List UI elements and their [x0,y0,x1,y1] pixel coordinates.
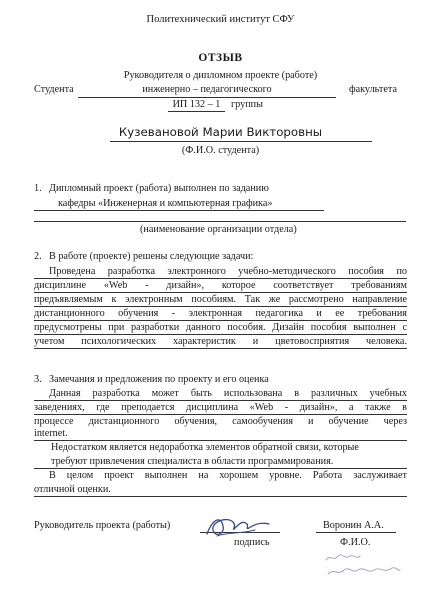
section2-underline-4 [34,320,407,321]
section3-underline-3 [34,440,407,441]
section2-number: 2. [34,251,42,262]
signature-caption: подпись [234,537,270,548]
section2-line-3: предъявляемым к электронным пособиям. Так же рассмотрено направление [34,294,407,305]
section3-line-1: Данная разработка может быть использована в различных учебных [49,388,407,399]
section3-line-4: internet. [34,428,68,439]
supervisor-name: Воронин А.А. [323,520,384,531]
supervisor-label: Руководитель проекта (работы) [34,520,171,531]
section3-line-7: В целом проект выполнен на хорошем уровне. Работа заслуживает [49,470,407,481]
section2-line-2: дисциплине «Web - дизайн», которое соответствует требованиям [34,280,407,291]
student-name-caption: (Ф.И.О. студента) [181,145,260,156]
student-name-underline [110,141,372,142]
section3-underline-4 [34,468,407,469]
section1-org-caption: (наименование организации отдела) [140,224,297,235]
section2-underline-3 [34,306,407,307]
section1-text: Дипломный проект (работа) выполнен по заданию [49,183,269,194]
group-value: ИП 132 – 1 [172,99,221,110]
section3-underline-2 [34,414,407,415]
faculty-label: факультета [349,84,397,95]
section2-underline-2 [34,292,407,293]
section1-number: 1. [34,183,42,194]
section1-second-underline [34,221,406,222]
section3-underline-5 [34,496,407,497]
section3-underline-1 [34,400,407,401]
section2-title: В работе (проекте) решены следующие задачи: [49,251,254,262]
document-title: ОТЗЫВ [198,52,243,64]
section3-line-2: заведениях, где преподается дисциплина «Web - дизайн», а также в [34,402,407,413]
section2-underline-6 [34,348,407,349]
section2-line-6: учетом психологических характеристик и цветовосприятия человека. [34,336,407,347]
institute-name: Политехнический институт СФУ [146,14,295,25]
section2-line-1: Проведена разработка электронного учебно-методического пособия по [49,266,407,277]
section1-org-underline [34,210,324,211]
group-label: группы [231,99,263,110]
section2-underline-5 [34,334,407,335]
student-name: Кузевановой Марии Викторовны [118,125,323,139]
fio-caption: Ф.И.О. [340,537,371,548]
faculty-underline [78,97,336,98]
supervisor-name-underline [316,532,396,533]
section3-line-3: процессе дистанционного обучения, самообучения и обучение через [34,416,407,427]
section2-line-5: предусмотрены при разработки данного пособия. Дизайн пособия выполнен с [34,322,407,333]
student-label: Студента [34,84,74,95]
section1-org-value: кафедры «Инженерная и компьютерная графика» [58,198,273,209]
section2-underline-1 [34,278,407,279]
section3-line-6: требуют привлечения специалиста в области программирования. [51,456,334,467]
faculty-value: инженерно – педагогического [142,84,272,95]
section3-line-8: отличной оценки. [34,484,111,495]
section2-line-4: дистанционного обучения - электронная педагогика и ее требования [34,308,407,319]
section3-title: Замечания и предложения по проекту и его оценка [49,374,269,385]
section3-number: 3. [34,374,42,385]
section3-line-5: Недостатком является недоработка элементов обратной связи, которые [51,442,359,453]
handwritten-note [322,548,402,588]
group-underline [168,111,225,112]
document-subtitle: Руководителя о дипломном проекте (работе) [123,70,318,81]
